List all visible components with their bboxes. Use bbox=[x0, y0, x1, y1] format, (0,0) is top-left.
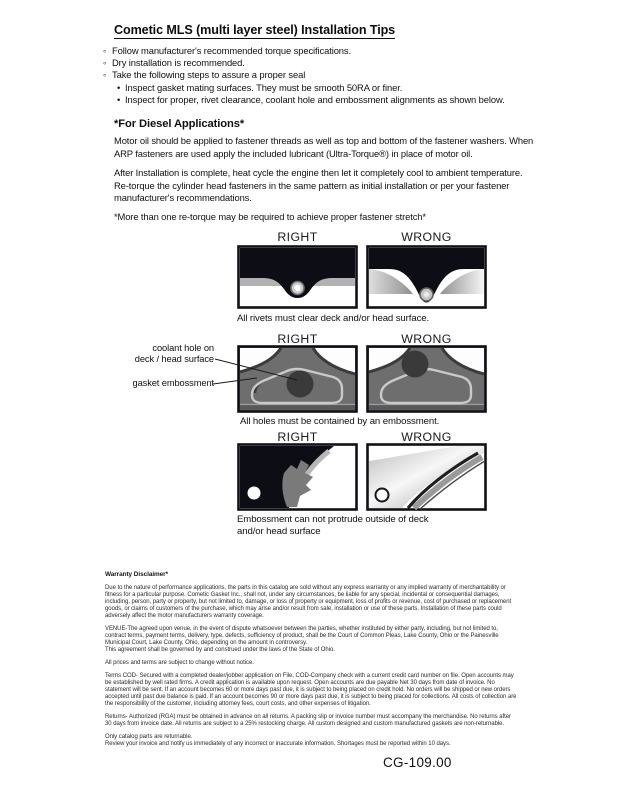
fig3-right-label: RIGHT bbox=[277, 430, 318, 444]
bottom-band bbox=[240, 405, 355, 410]
list-item-text: Inspect for proper, rivet clearance, coolant hole and embossment alignments as shown below. bbox=[125, 93, 505, 105]
list-item-text: Dry installation is recommended. bbox=[112, 57, 245, 69]
fig3-wrong-diagram bbox=[366, 443, 487, 511]
agreement-paragraph: This agreement shall be governed by and construed under the laws of the State of Ohio. bbox=[105, 647, 335, 653]
retorque-note: *More than one re-torque may be required to achieve proper fastener stretch* bbox=[114, 211, 426, 222]
bullet-icon: ◦ bbox=[103, 57, 107, 69]
fig1-caption: All rivets must clear deck and/or head surface. bbox=[237, 313, 430, 324]
installation-tips-list bbox=[103, 45, 543, 106]
bolt-hole bbox=[248, 487, 261, 500]
list-item-text: Follow manufacturer's recommended torque specifications. bbox=[112, 45, 352, 56]
fig1-right-label: RIGHT bbox=[277, 230, 318, 244]
list-item-text: Inspect gasket mating surfaces. They must be smooth 50RA or finer. bbox=[125, 81, 403, 93]
gasket-embossment-label: gasket embossment bbox=[132, 378, 214, 388]
list-item bbox=[103, 57, 543, 69]
fig2-caption: All holes must be contained by an embossment. bbox=[240, 416, 440, 427]
bullet-icon: • bbox=[117, 81, 121, 93]
coolant-hole-label bbox=[104, 343, 214, 364]
terms-paragraph: Terms COD- Secured with a completed dealer/jobber application on File, COD-Company check with a current credit card number on file. Open accounts may be established by well rated firms. A credit application is available upon request. Open accounts are due payable Net 30 days from date of invoice. No statement will be sent. If an account becomes 60 or more days past due, it is subject to being placed on credit hold. No orders will be shipped or new orders accepted until past due balance is paid. If an account becomes 90 or more days past due, it is subject to being placed for collections. All costs of collection are the responsibility of the customer, including attorney fees, court costs, and other expenses of litigation. bbox=[105, 673, 517, 707]
legal-fine-print bbox=[105, 571, 517, 754]
fig3-caption-line1: Embossment can not protrude outside of deck bbox=[237, 514, 429, 525]
coolant-hole-label-line2: deck / head surface bbox=[134, 353, 214, 364]
diesel-section-heading: *For Diesel Applications* bbox=[114, 118, 245, 130]
bullet-icon: ◦ bbox=[103, 45, 107, 56]
leader-lines bbox=[205, 350, 305, 390]
review-invoice-paragraph: Review your invoice and notify us immediately of any incorrect or inaccurate information. Shortages must be reported within 10 days. bbox=[105, 741, 451, 747]
catalog-parts-paragraph: Only catalog parts are returnable. bbox=[105, 734, 193, 740]
leader-line-embossment bbox=[213, 378, 257, 384]
fig3-caption-line2: and/or head surface bbox=[237, 525, 321, 537]
fig3-wrong-label: WRONG bbox=[401, 430, 452, 444]
document-code: CG-109.00 bbox=[383, 755, 452, 770]
diesel-paragraph-2: After Installation is complete, heat cycle the engine then let it completely cool to ambient temperature. Re-torque the cylinder head fasteners in the same pattern as initial installation or per your fastener manufacturer's recommendations. bbox=[114, 167, 523, 204]
fig3-right-diagram bbox=[237, 443, 358, 511]
list-item bbox=[103, 69, 543, 81]
bullet-icon: ◦ bbox=[103, 69, 107, 81]
venue-paragraph: VENUE-The agreed upon venue, in the event of dispute whatsoever between the parties, whether instituted by either party, including, but not limited to, contract terms, payment terms, delivery, type, defects, sufficiency of product, shall be the Court of Common Pleas, Lake County, Ohio or the Painesville Municipal Court, Lake County, Ohio, depending on the amount in controversy. bbox=[105, 626, 499, 646]
list-item bbox=[103, 94, 543, 106]
fig1-wrong-label: WRONG bbox=[401, 230, 452, 244]
list-item-text: Take the following steps to assure a proper seal bbox=[112, 69, 306, 81]
coolant-hole bbox=[402, 351, 429, 378]
rivet-center bbox=[424, 292, 430, 298]
warranty-paragraph: Due to the nature of performance applications, the parts in this catalog are sold without any express warranty or any implied warranty of merchantability or fitness for a particular purpose. Cometic Gasket Inc., shall not, under any circumstances, be liable for any special, incidental or consequential damages, including, person, party or property, but not limited to, damage, or loss of property or equipment, loss of profits or revenue, cost of purchased or replacement goods, or claims of customers of the purchase, which may arise and/or result from sale, installation or use of these parts. Installation of these parts could adversely affect the motor manufacturers warranty coverage. bbox=[105, 585, 512, 619]
bottom-band bbox=[369, 405, 484, 410]
returns-paragraph: Returns- Authorized (RGA) must be obtained in advance on all returns. A packing slip or invoice number must accompany the merchandise. No returns after 30 days from invoice date. All returns are subject to a 25% restocking charge. All custom designed and custom manufactured gaskets are non-returnable. bbox=[105, 714, 511, 727]
bullet-icon: • bbox=[117, 93, 121, 105]
prices-paragraph: All prices and terms are subject to change without notice. bbox=[105, 660, 254, 666]
fig1-right-diagram bbox=[237, 245, 358, 309]
diesel-paragraph-1: Motor oil should be applied to fastener threads as well as top and bottom of the fastener washers. When ARP fasteners are used apply the included lubricant (Ultra-Torque®) in place of motor oil. bbox=[114, 135, 534, 159]
list-item bbox=[103, 82, 543, 94]
fig3-caption bbox=[237, 514, 428, 537]
warranty-disclaimer-heading: Warranty Disclaimer* bbox=[105, 571, 169, 578]
fig1-wrong-diagram bbox=[366, 245, 487, 309]
rivet-center bbox=[294, 285, 300, 291]
list-item bbox=[103, 45, 543, 57]
fig2-wrong-diagram bbox=[366, 345, 487, 413]
page-title: Cometic MLS (multi layer steel) Installation Tips bbox=[114, 23, 396, 37]
fig2-wrong-label: WRONG bbox=[401, 332, 452, 346]
leader-line-coolant-hole bbox=[215, 359, 297, 380]
fig2-right-label: RIGHT bbox=[277, 332, 318, 346]
bolt-hole bbox=[376, 489, 389, 502]
coolant-hole-label-line1: coolant hole on bbox=[152, 343, 214, 353]
